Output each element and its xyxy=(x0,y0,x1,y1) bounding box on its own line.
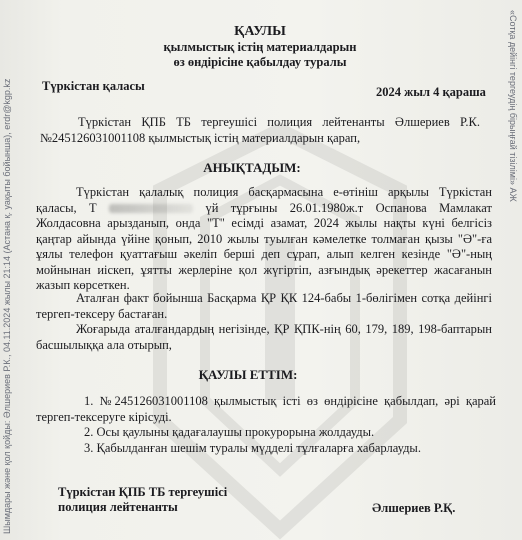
decision-list xyxy=(36,394,496,456)
side-system-text: «Сотқа дейінгі тергеудің бірыңғай тізілімі» АЖ xyxy=(508,10,518,202)
document-title: ҚАУЛЫ xyxy=(234,24,286,39)
document-subtitle-line2: өз өндірісіне қабылдау туралы xyxy=(173,55,347,69)
decision-item: 3. Қабылданған шешім туралы мүдделі тұлғаларға хабарлауды. xyxy=(84,440,421,455)
facts-paragraph xyxy=(36,185,492,294)
document-place: Түркістан қаласы xyxy=(42,79,145,93)
redacted-address xyxy=(109,204,193,213)
side-signature-text: Шымдары және қол қойды: Әлшериев Р.К., 04.11.2024 жылы 21:14 (Астана қ. уақыты бойынша), erdr@kgp.kz xyxy=(2,78,12,534)
document-date: 2024 жыл 4 қараша xyxy=(376,85,486,99)
document-subtitle-line1: қылмыстық істің материалдарын xyxy=(163,40,357,54)
intro-paragraph: Түркістан ҚПБ ТБ тергеушісі полиция лейтенанты Әлшериев Р.К. №245126031001108 қылмыстық істің материалдарын қарап, xyxy=(40,115,480,145)
signature-name: Әлшериев Р.Қ. xyxy=(372,501,456,515)
facts-text-start: Түркістан қалалық полиция басқармасына е-өтініш арқылы Түркістан қаласы, Т xyxy=(36,185,492,215)
decision-item: 1. №245126031001108 қылмыстық істі өз өндірісіне қабылдап, әрі қарай тергеп-тексеруге кірісуді. xyxy=(36,394,496,424)
signature-position-line1: Түркістан ҚПБ ТБ тергеушісі xyxy=(58,485,228,499)
established-heading: АНЫҚТАДЫМ: xyxy=(203,160,301,175)
legal-basis-paragraph: Жоғарыда аталғандардың негізінде, ҚР ҚПК-нің 60, 179, 189, 198-баптарын басшылыққа ала отырып, xyxy=(36,322,492,352)
decided-heading: ҚАУЛЫ ЕТТІМ: xyxy=(198,367,298,382)
facts-text-end: үй тұрғыны 26.01.1980ж.т Оспанова Мамлакат Жолдасовна арызданып, онда "Т" есімді азамат, 2024 жылы нақты күні белгісіз қаңтар айында үйіне қонып, 2010 жылы туылған кәмелетке толмаған қызы "Ә"-ға ұялы телефон қуаттағыш әкеліп берші деп сұрап, алып келген кезінде "Ә"-ның мойнынан иіскеп, ұятты жерлеріне қол жүгіртіп, азғындық әрекеттер жасағанын жазып көрсеткен. xyxy=(36,200,492,292)
signature-position-line2: полиция лейтенанты xyxy=(58,500,178,514)
signature-position xyxy=(58,485,227,515)
case-start-paragraph: Аталған факт бойынша Басқарма ҚР ҚК 124-бабы 1-бөлігімен сотқа дейінгі тергеп-тексеру бастаған. xyxy=(36,291,492,321)
decision-item: 2. Осы қаулыны қадағалаушы прокурорына жолдауды. xyxy=(84,425,375,439)
